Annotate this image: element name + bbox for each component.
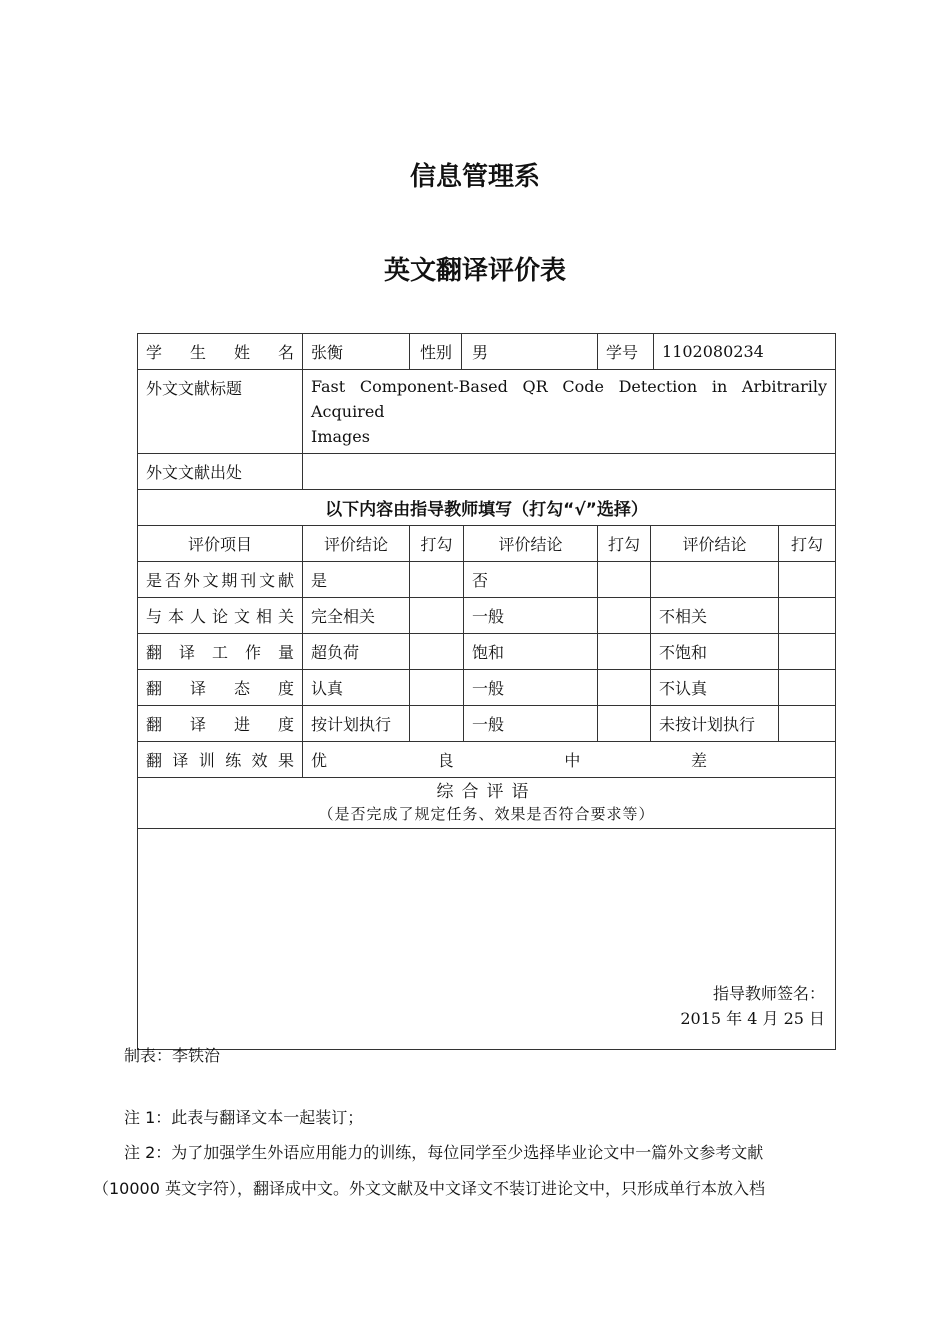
eval-option: 是 xyxy=(303,562,410,598)
eval-row-progress xyxy=(138,706,836,742)
eval-checkbox[interactable] xyxy=(410,670,464,706)
signature-block xyxy=(680,981,825,1031)
eval-checkbox[interactable] xyxy=(410,706,464,742)
eval-option: 未按计划执行 xyxy=(651,706,779,742)
summary-title: 综合评语 xyxy=(436,782,537,802)
signature-label: 指导教师签名： xyxy=(713,984,826,1003)
eval-option: 认真 xyxy=(303,670,410,706)
grade-good[interactable]: 良 xyxy=(437,751,454,770)
eval-header-item: 评价项目 xyxy=(138,526,303,562)
training-effect-label: 翻译训练效果 xyxy=(138,742,303,778)
eval-item: 翻译态度 xyxy=(138,670,303,706)
student-name: 张衡 xyxy=(303,334,410,370)
source-title-line1: Fast Component-Based QR Code Detection in Arbitrarily Acquired xyxy=(311,377,828,421)
form-maker: 制表：李铁治 xyxy=(124,1046,221,1065)
eval-item: 翻译工作量 xyxy=(138,634,303,670)
eval-checkbox[interactable] xyxy=(598,598,651,634)
eval-header-conclusion-3: 评价结论 xyxy=(651,526,779,562)
eval-checkbox[interactable] xyxy=(779,706,836,742)
note-2-line2: （10000 英文字符），翻译成中文。外文文献及中文译文不装订进论文中，只形成单行本放入档 xyxy=(93,1179,765,1198)
eval-option: 否 xyxy=(464,562,598,598)
eval-option: 一般 xyxy=(464,598,598,634)
eval-option: 超负荷 xyxy=(303,634,410,670)
eval-checkbox[interactable] xyxy=(410,562,464,598)
eval-row-relevance xyxy=(138,598,836,634)
grade-poor[interactable]: 差 xyxy=(691,751,708,770)
teacher-section-row xyxy=(138,490,836,526)
eval-item: 翻译进度 xyxy=(138,706,303,742)
eval-checkbox[interactable] xyxy=(598,706,651,742)
eval-option: 不相关 xyxy=(651,598,779,634)
eval-option: 一般 xyxy=(464,670,598,706)
eval-checkbox[interactable] xyxy=(410,634,464,670)
eval-checkbox[interactable] xyxy=(779,598,836,634)
eval-header-check-1: 打勾 xyxy=(410,526,464,562)
eval-header-check-2: 打勾 xyxy=(598,526,651,562)
note-2-line1: 注 2：为了加强学生外语应用能力的训练，每位同学至少选择毕业论文中一篇外文参考文献 xyxy=(124,1143,764,1162)
eval-checkbox[interactable] xyxy=(779,634,836,670)
eval-checkbox[interactable] xyxy=(410,598,464,634)
eval-checkbox[interactable] xyxy=(598,562,651,598)
eval-option xyxy=(651,562,779,598)
gender-label: 性别 xyxy=(410,334,462,369)
source-origin-row xyxy=(138,454,836,490)
evaluation-form xyxy=(137,333,836,1050)
source-title-label: 外文文献标题 xyxy=(138,370,303,454)
name-label: 学 生 姓 名 xyxy=(138,334,303,370)
summary-comment-area[interactable] xyxy=(138,829,836,1050)
eval-option: 一般 xyxy=(464,706,598,742)
grade-excellent[interactable]: 优 xyxy=(311,751,328,770)
eval-row-journal xyxy=(138,562,836,598)
form-title: 英文翻译评价表 xyxy=(383,256,566,286)
source-title-row xyxy=(138,370,836,454)
summary-body-row xyxy=(138,829,836,1050)
source-title-line2: Images xyxy=(311,427,370,446)
eval-option: 完全相关 xyxy=(303,598,410,634)
note-1: 注 1：此表与翻译文本一起装订； xyxy=(124,1108,364,1127)
summary-header-row xyxy=(138,778,836,829)
eval-option: 饱和 xyxy=(464,634,598,670)
grade-fair[interactable]: 中 xyxy=(564,751,581,770)
gender-value: 男 xyxy=(472,343,489,362)
eval-row-workload xyxy=(138,634,836,670)
eval-item: 是否外文期刊文献 xyxy=(138,562,303,598)
training-effect-row xyxy=(138,742,836,778)
source-origin xyxy=(303,454,836,490)
eval-header-check-3: 打勾 xyxy=(779,526,836,562)
signature-date: 2015 年 4 月 25 日 xyxy=(680,1009,826,1028)
eval-checkbox[interactable] xyxy=(598,634,651,670)
student-id: 1102080234 xyxy=(662,342,764,361)
eval-row-attitude xyxy=(138,670,836,706)
source-origin-label: 外文文献出处 xyxy=(138,454,303,490)
teacher-section-header: 以下内容由指导教师填写（打勾“√”选择） xyxy=(138,490,836,526)
eval-item: 与本人论文相关 xyxy=(138,598,303,634)
eval-checkbox[interactable] xyxy=(779,562,836,598)
student-info-row xyxy=(138,334,836,370)
eval-option: 按计划执行 xyxy=(303,706,410,742)
summary-subtitle: （是否完成了规定任务、效果是否符合要求等） xyxy=(318,805,655,823)
eval-option: 不认真 xyxy=(651,670,779,706)
eval-header-row xyxy=(138,526,836,562)
department-title: 信息管理系 xyxy=(409,162,540,192)
eval-option: 不饱和 xyxy=(651,634,779,670)
eval-checkbox[interactable] xyxy=(779,670,836,706)
eval-checkbox[interactable] xyxy=(598,670,651,706)
source-title xyxy=(303,370,836,454)
student-id-label: 学号 xyxy=(598,334,654,369)
grade-options xyxy=(311,748,827,771)
eval-header-conclusion-2: 评价结论 xyxy=(464,526,598,562)
eval-header-conclusion-1: 评价结论 xyxy=(303,526,410,562)
